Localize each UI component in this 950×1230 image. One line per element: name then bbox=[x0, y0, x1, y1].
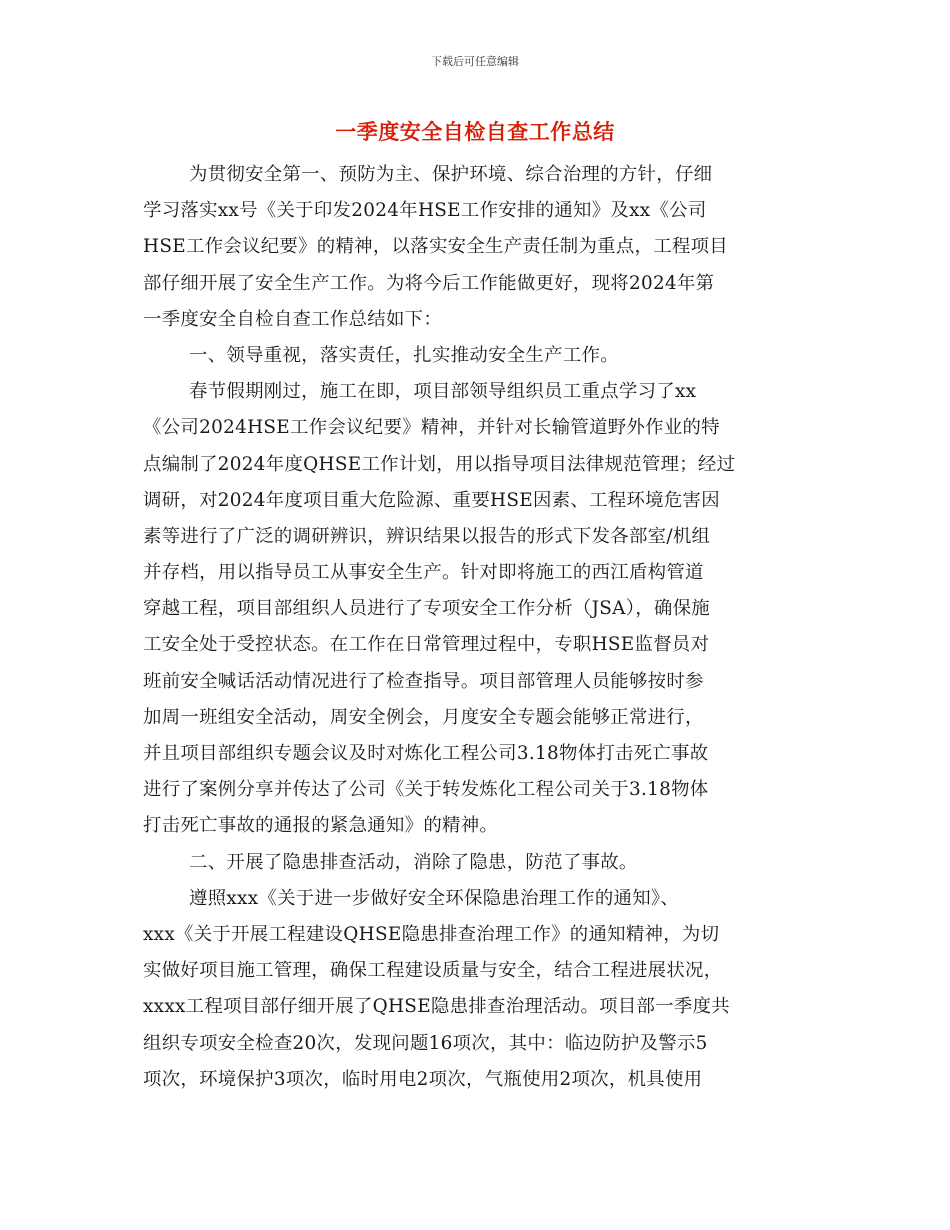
paragraph-line: 加周一班组安全活动，周安全例会，月度安全专题会能够正常进行， bbox=[143, 706, 704, 728]
paragraph-line: 工安全处于受控状态。在工作在日常管理过程中，专职HSE监督员对 bbox=[143, 634, 710, 656]
page-header: 下载后可任意编辑 bbox=[431, 55, 519, 68]
paragraph-line: 班前安全喊话活动情况进行了检查指导。项目部管理人员能够按时参 bbox=[143, 670, 704, 692]
section-heading-2: 二、开展了隐患排查活动，消除了隐患，防范了事故。 bbox=[189, 851, 638, 873]
paragraph-line: 并存档，用以指导员工从事安全生产。针对即将施工的西江盾构管道 bbox=[143, 562, 704, 584]
paragraph-line: 遵照xxx《关于进一步做好安全环保隐患治理工作的通知》、 bbox=[189, 887, 680, 909]
paragraph-line: 学习落实xx号《关于印发2024年HSE工作安排的通知》及xx《公司 bbox=[143, 200, 707, 222]
document-body bbox=[143, 157, 811, 1098]
paragraph-line: 进行了案例分享并传达了公司《关于转发炼化工程公司关于3.18物体 bbox=[143, 779, 709, 801]
paragraph-line: 春节假期刚过，施工在即，项目部领导组织员工重点学习了xx bbox=[189, 381, 697, 403]
paragraph-line: 打击死亡事故的通报的紧急通知》的精神。 bbox=[143, 815, 499, 837]
section-heading-1: 一、领导重视，落实责任，扎实推动安全生产工作。 bbox=[189, 344, 619, 366]
paragraph-line: 实做好项目施工管理，确保工程建设质量与安全，结合工程进展状况， bbox=[143, 960, 723, 982]
paragraph-line: 部仔细开展了安全生产工作。为将今后工作能做更好，现将2024年第 bbox=[143, 272, 715, 294]
paragraph-line: xxxx工程项目部仔细开展了QHSE隐患排查治理活动。项目部一季度共 bbox=[143, 996, 730, 1018]
paragraph-line: 调研，对2024年度项目重大危险源、重要HSE因素、工程环境危害因 bbox=[143, 489, 720, 511]
paragraph-line: 穿越工程，项目部组织人员进行了专项安全工作分析（JSA），确保施 bbox=[143, 598, 710, 620]
paragraph-line: 项次，环境保护3项次，临时用电2项次，气瓶使用2项次，机具使用 bbox=[143, 1068, 703, 1090]
paragraph-line: xxx《关于开展工程建设QHSE隐患排查治理工作》的通知精神，为切 bbox=[143, 923, 720, 945]
paragraph-line: 《公司2024HSE工作会议纪要》精神，并针对长输管道野外作业的特 bbox=[143, 417, 720, 439]
paragraph-line: 为贯彻安全第一、预防为主、保护环境、综合治理的方针，仔细 bbox=[189, 164, 713, 185]
document-title: 一季度安全自检自查工作总结 bbox=[335, 119, 615, 144]
paragraph-line: 一季度安全自检自查工作总结如下： bbox=[143, 308, 443, 330]
paragraph-line: 组织专项安全检查20次，发现问题16项次，其中：临边防护及警示5 bbox=[143, 1032, 708, 1054]
paragraph-line: 并且项目部组织专题会议及时对炼化工程公司3.18物体打击死亡事故 bbox=[143, 743, 709, 764]
paragraph-line: HSE工作会议纪要》的精神，以落实安全生产责任制为重点，工程项目 bbox=[143, 236, 728, 258]
paragraph-line: 素等进行了广泛的调研辨识，辨识结果以报告的形式下发各部室/机组 bbox=[143, 525, 711, 547]
paragraph-line: 点编制了2024年度QHSE工作计划，用以指导项目法律规范管理；经过 bbox=[143, 453, 736, 475]
